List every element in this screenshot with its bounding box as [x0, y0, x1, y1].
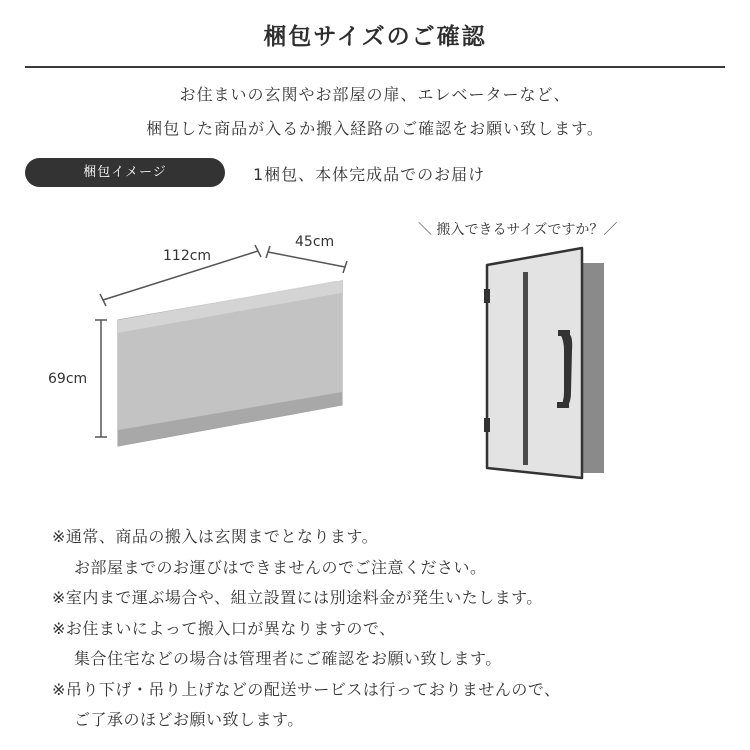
page-title: 梱包サイズのご確認	[263, 24, 487, 50]
intro-line-2: 梱包した商品が入るか搬入経路のご確認をお願い致します。	[146, 119, 604, 138]
note-line: ※吊り下げ・吊り上げなどの配送サービスは行っておりませんので、	[52, 679, 561, 699]
note-line: ※お住まいによって搬入口が異なりますので、	[52, 618, 396, 638]
notes-list	[52, 522, 561, 736]
depth-dimension	[266, 246, 347, 273]
door-icon	[484, 248, 604, 478]
package-image-badge: 梱包イメージ	[25, 158, 225, 187]
package-box-icon	[118, 281, 342, 446]
package-caption: 1梱包、本体完成品でのお届け	[253, 165, 486, 184]
width-label: 112cm	[163, 248, 212, 264]
intro-line-1: お住まいの玄関やお部屋の扉、エレベーターなど、	[179, 85, 571, 104]
height-label: 69cm	[48, 371, 88, 387]
note-line: ご了承のほどお願い致します。	[74, 710, 304, 729]
door-question: ＼ 搬入できるサイズですか？／	[418, 222, 618, 238]
note-line: お部屋までのお運びはできませんのでご注意ください。	[74, 557, 487, 577]
note-line: 集合住宅などの場合は管理者にご確認をお願い致します。	[74, 649, 502, 668]
note-line: ※室内まで運ぶ場合や、組立設置には別途料金が発生いたします。	[52, 588, 543, 607]
height-dimension	[95, 320, 107, 437]
package-illustration	[0, 205, 750, 505]
note-line: ※通常、商品の搬入は玄関までとなります。	[52, 527, 379, 546]
title-divider	[25, 66, 725, 68]
depth-label: 45cm	[295, 234, 335, 250]
